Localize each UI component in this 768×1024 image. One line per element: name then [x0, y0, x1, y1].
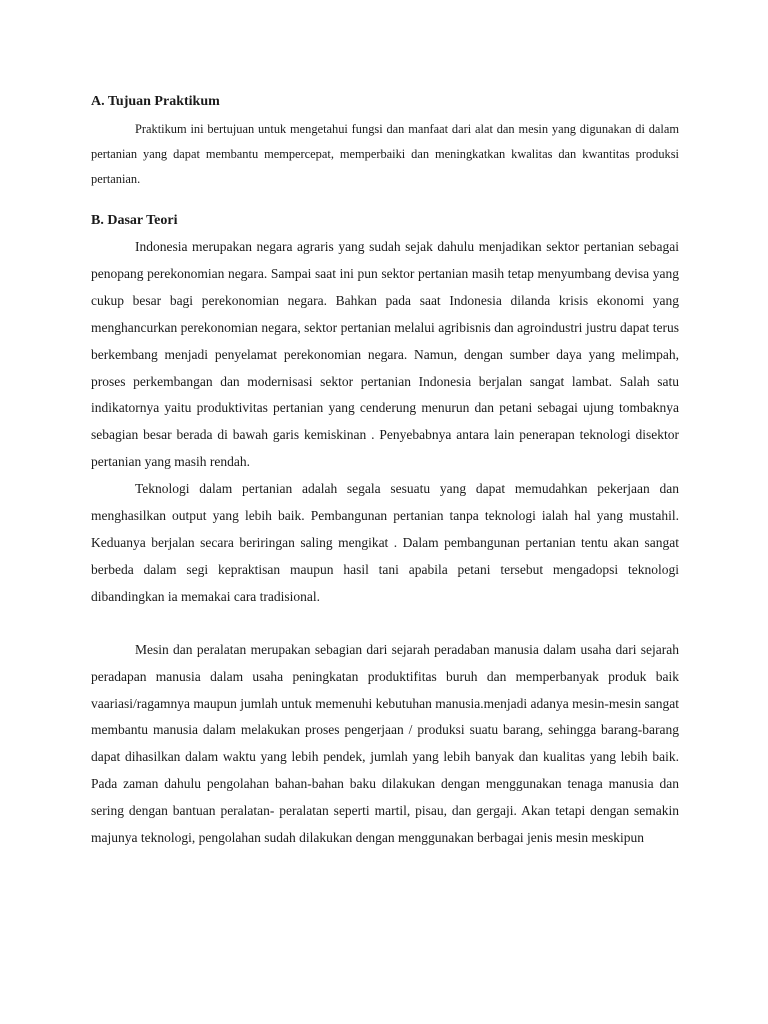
body-paragraph: Mesin dan peralatan merupakan sebagian dari sejarah peradaban manusia dalam usaha dari sejarah peradapan manusia dalam usaha peningkatan produktifitas buruh dan memperbanyak produk baik vaariasi/ragamnya maupun jumlah untuk memenuhi kebutuhan manusia.menjadi adanya mesin-mesin sangat membantu manusia dalam melakukan proses pengerjaan / produksi suatu barang, sehingga barang-barang dapat dihasilkan dalam waktu yang lebih pendek, jumlah yang lebih banyak dan kualitas yang lebih baik. Pada zaman dahulu pengolahan bahan-bahan baku dilakukan dengan menggunakan tenaga manusia dan sering dengan bantuan peralatan- peralatan seperti martil, pisau, dan gergaji. Akan tetapi dengan semakin majunya teknologi, pengolahan sudah dilakukan dengan menggunakan berbagai jenis mesin meskipun	[91, 641, 679, 846]
body-paragraph: Indonesia merupakan negara agraris yang sudah sejak dahulu menjadikan sektor pertanian sebagai penopang perekonomian negara. Sampai saat ini pun sektor pertanian masih tetap menyumbang devisa yang cukup besar bagi perekonomian negara. Bahkan pada saat Indonesia dilanda krisis ekonomi yang menghancurkan perekonomian negara, sektor pertanian melalui agribisnis dan agroindustri justru dapat terus berkembang menjadi penyelamat perekonomian negara. Namun, dengan sumber daya yang melimpah, proses perkembangan dan modernisasi sektor pertanian Indonesia berjalan sangat lambat. Salah satu indikatornya yaitu produktivitas pertanian yang cenderung menurun dan petani sebagai ujung tombaknya sebagian besar berada di bawah garis kemiskinan . Penyebabnya antara lain penerapan teknologi disektor pertanian yang masih rendah.	[91, 239, 679, 470]
body-paragraph: Teknologi dalam pertanian adalah segala sesuatu yang dapat memudahkan pekerjaan dan menghasilkan output yang lebih baik. Pembangunan pertanian tanpa teknologi ialah hal yang mustahil. Keduanya berjalan secara beriringan saling mengikat . Dalam pembangunan pertanian tentu akan sangat berbeda dalam segi kepraktisan maupun hasil tani apabila petani tersebut mengadopsi teknologi dibandingkan ia memakai cara tradisional.	[91, 481, 679, 604]
section-tujuan-praktikum	[91, 92, 679, 192]
body-paragraph: Praktikum ini bertujuan untuk mengetahui fungsi dan manfaat dari alat dan mesin yang digunakan di dalam pertanian yang dapat membantu mempercepat, memperbaiki dan meningkatkan kwalitas dan kwantitas produksi pertanian.	[91, 122, 679, 186]
document-page	[91, 92, 679, 852]
section-heading: B. Dasar Teori	[91, 213, 178, 228]
section-heading: A. Tujuan Praktikum	[91, 94, 220, 109]
section-dasar-teori	[91, 211, 679, 852]
